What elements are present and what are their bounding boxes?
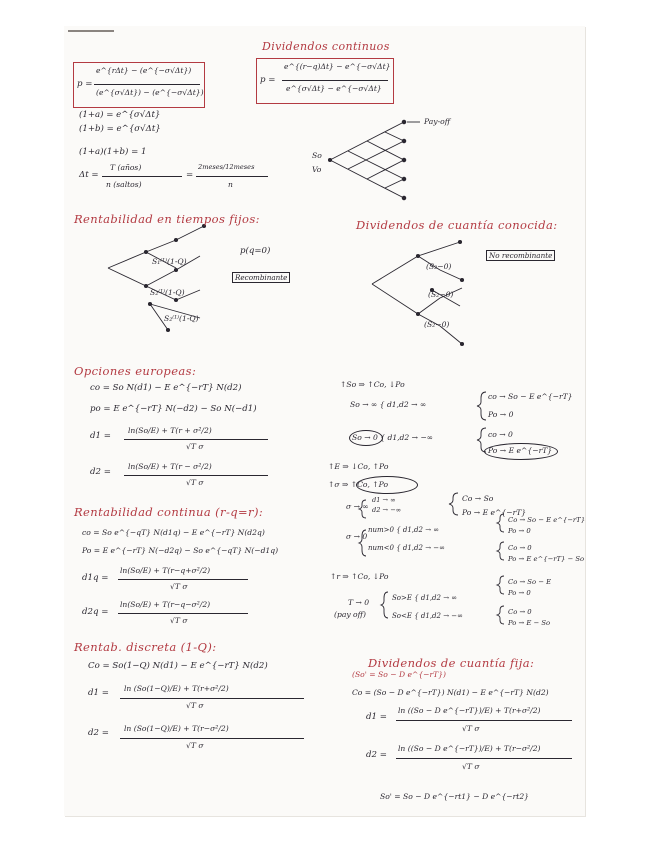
formula-text: √T σ	[170, 616, 188, 625]
formula-text: T (años)	[110, 163, 142, 172]
formula-text: Po → 0	[508, 527, 531, 535]
header-dividendos-cuantia-fija: Dividendos de cuantía fija:	[368, 656, 535, 670]
formula-text: po = E e^{−rT} N(−d2) − So N(−d1)	[90, 404, 257, 414]
formula-text: d2q =	[82, 607, 109, 617]
formula-text: So → 0 { d1,d2 → −∞	[352, 433, 434, 442]
formula-text: ln(So/E) + T(r − σ²/2)	[128, 462, 212, 471]
formula-text: Co = So(1−Q) N(d1) − E e^{−rT} N(d2)	[88, 661, 268, 671]
tree-label: (S₂−0)	[426, 262, 452, 271]
formula-text: d1 =	[90, 431, 111, 441]
brace	[497, 576, 504, 594]
formula-text: √T σ	[186, 701, 204, 710]
formula-text: co = So e^{−qT} N(d1q) − E e^{−rT} N(d2q)	[82, 528, 265, 537]
brace	[381, 592, 388, 618]
formula-text: So>E { d1,d2 → ∞	[392, 594, 458, 602]
formula-text: √T σ	[186, 741, 204, 750]
fraction-bar	[196, 176, 268, 177]
formula-text: ln(So/E) + T(r−q+σ²/2)	[120, 566, 211, 575]
formula-text: co → So − E e^{−rT}	[488, 392, 573, 401]
formula-text: p =	[77, 79, 93, 89]
formula-text: ln (So(1−Q)/E) + T(r+σ²/2)	[124, 684, 229, 693]
formula-text: ↑So ⇒ ↑Co, ↓Po	[340, 380, 405, 389]
lattice-node	[328, 158, 331, 161]
formula-text: (1+b) = e^{σ√Δt}	[79, 124, 161, 134]
tree-label: S₂⁽¹⁾(1-Q)	[164, 314, 199, 323]
formula-text: Po → E − So	[508, 619, 551, 627]
formula-text: n (saltos)	[106, 180, 142, 189]
fraction-bar	[120, 738, 304, 739]
formula-text: √T σ	[186, 478, 204, 487]
lattice-node	[402, 196, 406, 200]
formula-text: ln(So/E) + T(r + σ²/2)	[128, 426, 212, 435]
fraction-bar	[282, 80, 388, 81]
tree-label: (S₂−0)	[424, 320, 450, 329]
formula-text: √T σ	[462, 762, 480, 771]
brace	[477, 392, 486, 420]
formula-text: d2 → −∞	[372, 506, 402, 514]
formula-text: √T σ	[462, 724, 480, 733]
formula-text: e^{rΔt} − (e^{−σ√Δt})	[96, 66, 192, 75]
lattice-node	[402, 177, 406, 181]
formula-text: Po → E e^{−rT}	[488, 446, 553, 455]
formula-text: =	[186, 170, 194, 180]
fraction-bar	[120, 698, 304, 699]
formula-text: (1+a)(1+b) = 1	[79, 147, 147, 157]
fraction-bar	[102, 176, 182, 177]
label-pq: p(q=0)	[240, 246, 271, 256]
formula-text: d1q =	[82, 573, 109, 583]
formula-text: co → 0	[488, 430, 513, 439]
formula-text: Co → 0	[508, 544, 532, 552]
formula-text: d1 =	[366, 712, 387, 722]
label-payoff: Pay-off	[424, 117, 451, 126]
formula-text: σ → ∞	[346, 502, 369, 511]
header-dividendos-cuantia-conocida: Dividendos de cuantía conocida:	[356, 218, 558, 232]
formula-text: (1+a) = e^{σ√Δt}	[79, 110, 161, 120]
formula-text: n	[228, 180, 233, 189]
formula-text: Po → E e^{−rT}	[462, 508, 527, 517]
formula-text: So<E { d1,d2 → −∞	[392, 612, 463, 620]
formula-text: ↑E ⇒ ↓Co, ↑Po	[328, 462, 389, 471]
formula-text: ln (So(1−Q)/E) + T(r−σ²/2)	[124, 724, 229, 733]
formula-text: T → 0	[348, 598, 370, 607]
formula-text: ↑r ⇒ ↑Co, ↓Po	[330, 572, 389, 581]
formula-text: 2meses/12meses	[198, 163, 255, 171]
formula-text: Po = E e^{−rT} N(−d2q) − So e^{−qT} N(−d1q)	[82, 546, 279, 555]
fraction-bar	[94, 84, 200, 85]
formula-text: p =	[260, 75, 276, 85]
formula-text: (pay off)	[334, 610, 366, 619]
label-v0: Vo	[312, 165, 322, 174]
label-s0: So	[312, 151, 322, 160]
formula-text: d1 → ∞	[372, 496, 396, 504]
tree-label: (S₂−0)	[428, 290, 454, 299]
fraction-bar	[124, 439, 268, 440]
header-opciones-europeas: Opciones europeas:	[74, 364, 197, 378]
formula-text: Co → So − E	[508, 578, 552, 586]
brace	[497, 606, 504, 624]
formula-text: num>0 { d1,d2 → ∞	[368, 526, 440, 534]
formula-text: co = So N(d1) − E e^{−rT} N(d2)	[90, 383, 242, 393]
formula-text: ↑σ ⇒ ↑Co, ↑Po	[328, 480, 389, 489]
formula-text: d1 =	[88, 688, 109, 698]
fraction-bar	[118, 613, 248, 614]
fraction-bar	[124, 475, 268, 476]
formula-text: Co = (So − D e^{−rT}) N(d1) − E e^{−rT} N(d2)	[352, 688, 549, 697]
tree-label: S₁⁽¹⁾(1-Q)	[152, 257, 187, 266]
lattice-node	[402, 158, 406, 162]
brace	[449, 493, 458, 515]
label-no-recombinante: No recombinante	[486, 250, 555, 261]
formula-text: σ → 0	[346, 532, 368, 541]
fraction-bar	[118, 579, 248, 580]
formula-text: Po → E e^{−rT} − So	[508, 555, 585, 563]
binomial-lattice-tree	[330, 122, 420, 198]
formula-text: Po → 0	[508, 589, 531, 597]
header-dividendos-continuos: Dividendos continuos	[262, 40, 390, 53]
formula-text: ln(So/E) + T(r−q−σ²/2)	[120, 600, 211, 609]
formula-text: e^{σ√Δt} − e^{−σ√Δt}	[286, 84, 382, 93]
brace	[497, 542, 504, 560]
header-rentabilidad-tiempos-fijos: Rentabilidad en tiempos fijos:	[74, 212, 260, 226]
tree-label: S₂⁽¹⁾(1-Q)	[150, 288, 185, 297]
formula-text: (So' = So − D e^{−rT})	[352, 670, 447, 679]
label-recombinante: Recombinante	[232, 272, 290, 283]
formula-text: √T σ	[170, 582, 188, 591]
formula-text: (e^{σ√Δt}) − (e^{−σ√Δt})	[96, 88, 204, 97]
formula-text: e^{(r−q)Δt} − e^{−σ√Δt}	[284, 62, 391, 71]
formula-text: d2 =	[88, 728, 109, 738]
header-rentab-discreta: Rentab. discreta (1-Q):	[74, 640, 217, 654]
formula-text: num<0 { d1,d2 → −∞	[368, 544, 445, 552]
formula-text: ln ((So − D e^{−rT})/E) + T(r+σ²/2)	[398, 706, 541, 715]
formula-text: Co → So	[462, 494, 494, 503]
formula-text: ln ((So − D e^{−rT})/E) + T(r−σ²/2)	[398, 744, 541, 753]
formula-text: √T σ	[186, 442, 204, 451]
formula-text: Co → So − E e^{−rT}	[508, 516, 586, 524]
formula-text: Δt =	[79, 170, 99, 180]
lattice-node	[402, 139, 406, 143]
header-rentabilidad-continua: Rentabilidad continua (r-q=r):	[74, 505, 264, 519]
formula-text: d2 =	[90, 467, 111, 477]
formula-text: Po → 0	[488, 410, 514, 419]
formula-text: d2 =	[366, 750, 387, 760]
lattice-node	[402, 120, 406, 124]
formula-text: So' = So − D e^{−rt1} − D e^{−rt2}	[380, 792, 530, 801]
fraction-bar	[396, 720, 572, 721]
fraction-bar	[396, 758, 572, 759]
formula-text: Co → 0	[508, 608, 532, 616]
formula-text: So → ∞ { d1,d2 → ∞	[350, 400, 427, 409]
